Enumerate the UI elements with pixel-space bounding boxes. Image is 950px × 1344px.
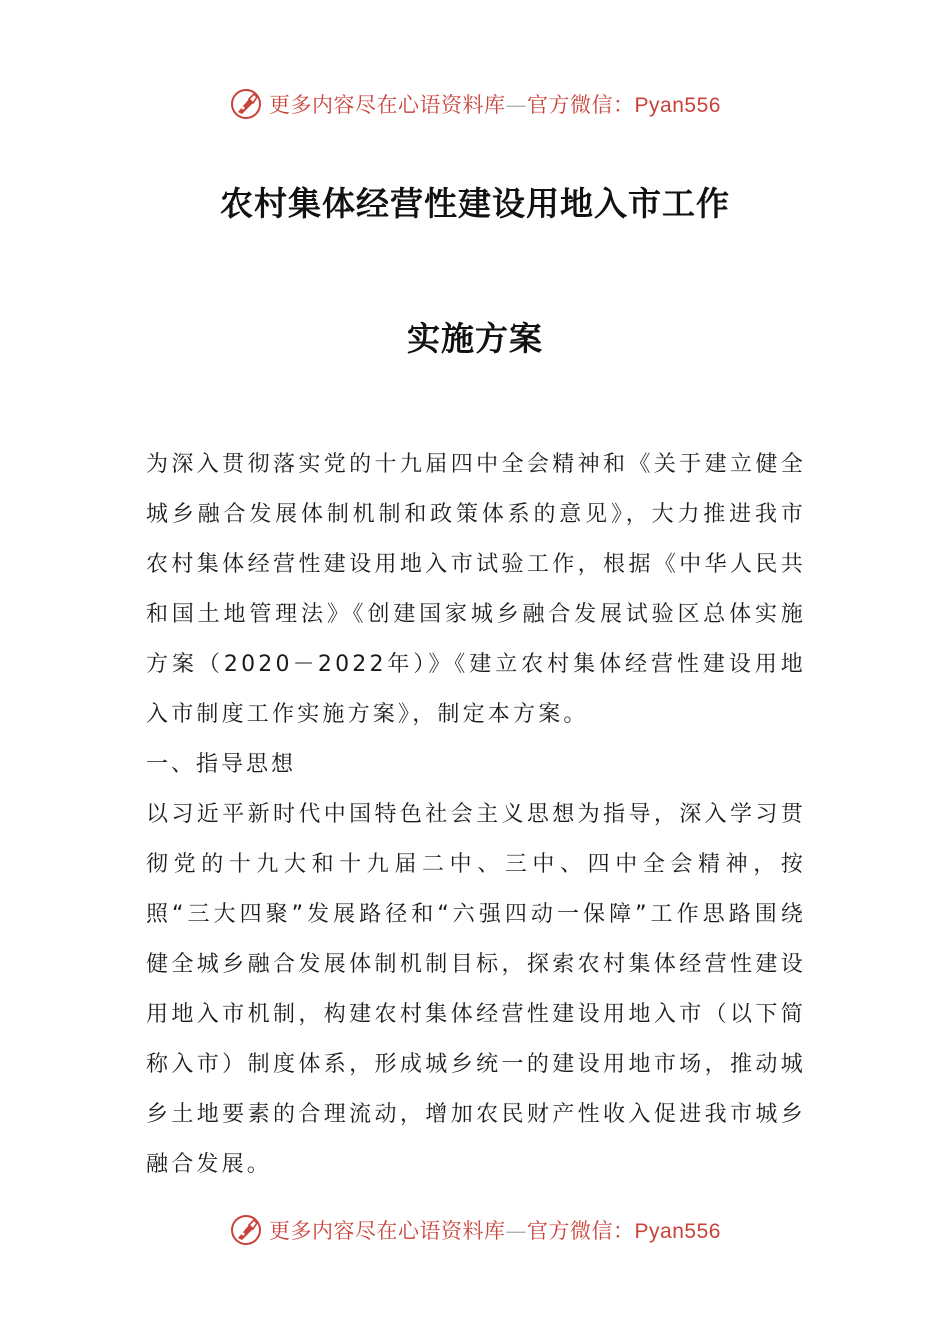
document-subtitle: 实施方案 bbox=[407, 319, 543, 358]
intro-paragraph: 为深入贯彻落实党的十九届四中全会精神和《关于建立健全城乡融合发展体制机制和政策体系的意见》，大力推进我市农村集体经营性建设用地入市试验工作，根据《中华人民共和国土地管理法》《创建国家城乡融合发展试验区总体实施方案（2020－2022年）》《建立农村集体经营性建设用地入市制度工作实施方案》，制定本方案。 bbox=[146, 452, 806, 727]
pen-nib-icon bbox=[229, 1213, 263, 1247]
guiding-thought-paragraph: 以习近平新时代中国特色社会主义思想为指导，深入学习贯彻党的十九大和十九届二中、三中、四中全会精神，按照“三大四聚”发展路径和“六强四动一保障”工作思路围绕健全城乡融合发展体制机制目标，探索农村集体经营性建设用地入市机制，构建农村集体经营性建设用地入市（以下简称入市）制度体系，形成城乡统一的建设用地市场，推动城乡土地要素的合理流动，增加农民财产性收入促进我市城乡融合发展。 bbox=[146, 802, 806, 1177]
header-watermark bbox=[0, 84, 950, 124]
pen-nib-icon bbox=[229, 87, 263, 121]
watermark-text: 更多内容尽在心语资料库—官方微信：Pyan556 bbox=[269, 93, 721, 117]
watermark-text: 更多内容尽在心语资料库—官方微信：Pyan556 bbox=[269, 1219, 721, 1243]
section-heading: 一、指导思想 bbox=[146, 752, 297, 777]
document-body bbox=[146, 440, 806, 1190]
document-title: 农村集体经营性建设用地入市工作 bbox=[220, 184, 730, 223]
footer-watermark bbox=[0, 1210, 950, 1250]
